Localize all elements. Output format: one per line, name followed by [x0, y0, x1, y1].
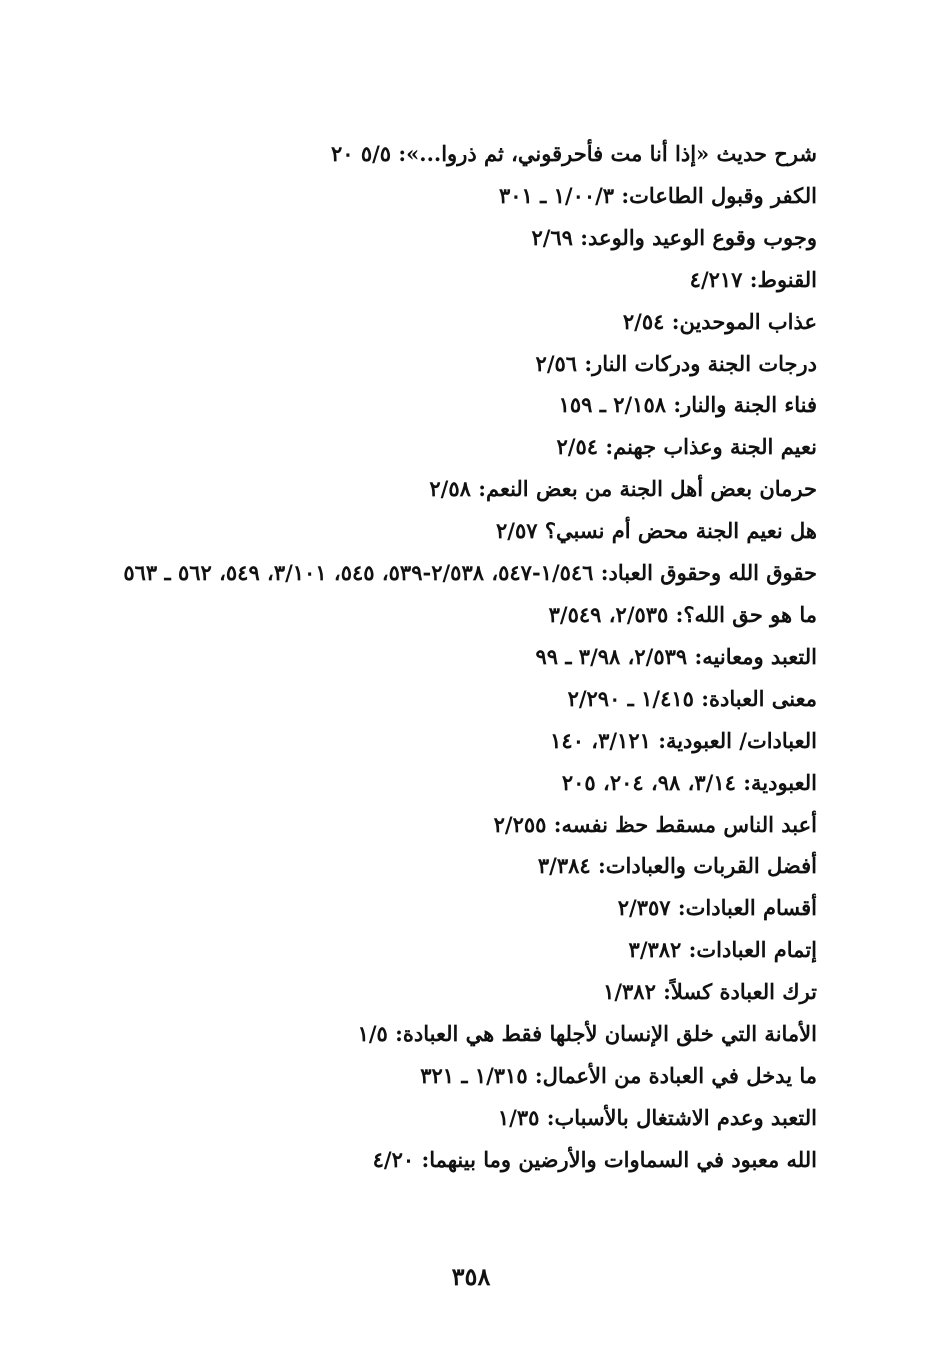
index-entry: ما يدخل في العبادة من الأعمال: ١/٣١٥ ـ ٣٢١ — [420, 1062, 817, 1088]
index-entry: وجوب وقوع الوعيد والوعد: ٢/٦٩ — [531, 224, 817, 250]
index-entry: حرمان بعض أهل الجنة من بعض النعم: ٢/٥٨ — [429, 476, 817, 502]
index-entry: الأمانة التي خلق الإنسان لأجلها فقط هي العبادة: ١/٥ — [357, 1021, 817, 1047]
page-number: ٣٥٨ — [451, 1262, 491, 1291]
index-entry: ترك العبادة كسلاً: ١/٣٨٢ — [603, 979, 817, 1005]
index-entry: أقسام العبادات: ٢/٣٥٧ — [617, 895, 817, 921]
index-entry: معنى العبادة: ١/٤١٥ ـ ٢/٢٩٠ — [567, 685, 817, 711]
index-entry: أعبد الناس مسقط حظ نفسه: ٢/٢٥٥ — [493, 811, 817, 837]
index-entry: العبودية: ٣/١٤، ٩٨، ٢٠٤، ٢٠٥ — [561, 769, 817, 795]
index-entry: درجات الجنة ودركات النار: ٢/٥٦ — [535, 350, 817, 376]
index-entries-list — [117, 133, 817, 1181]
index-entry: القنوط: ٤/٢١٧ — [689, 266, 817, 292]
index-entry: التعبد ومعانيه: ٢/٥٣٩، ٣/٩٨ ـ ٩٩ — [535, 643, 817, 669]
index-entry: العبادات/ العبودية: ٣/١٢١، ١٤٠ — [550, 727, 817, 753]
index-entry: هل نعيم الجنة محض أم نسبي؟ ٢/٥٧ — [496, 518, 817, 544]
index-entry: شرح حديث «إذا أنا مت فأحرقوني، ثم ذروا...»: ٥/٥ ٢٠ — [330, 141, 817, 166]
index-entry: التعبد وعدم الاشتغال بالأسباب: ١/٣٥ — [497, 1104, 817, 1130]
index-entry: عذاب الموحدين: ٢/٥٤ — [622, 308, 817, 334]
index-entry: الله معبود في السماوات والأرضين وما بينهما: ٤/٢٠ — [372, 1146, 817, 1172]
index-entry: أفضل القربات والعبادات: ٣/٣٨٤ — [537, 853, 817, 879]
index-entry: ما هو حق الله؟: ٢/٥٣٥، ٣/٥٤٩ — [548, 601, 817, 627]
index-entry: الكفر وقبول الطاعات: ١/٠٠/٣ ـ ٣٠١ — [499, 182, 817, 208]
index-entry: نعيم الجنة وعذاب جهنم: ٢/٥٤ — [556, 434, 817, 460]
index-entry: إتمام العبادات: ٣/٣٨٢ — [628, 937, 817, 963]
index-entry: حقوق الله وحقوق العباد: ١/٥٤٦-٥٤٧، ٢/٥٣٨-٥٣٩، ٥٤٥، ٣/١٠١، ٥٤٩، ٥٦٢ ـ ٥٦٣ — [123, 560, 817, 586]
index-entry: فناء الجنة والنار: ٢/١٥٨ ـ ١٥٩ — [558, 392, 817, 418]
